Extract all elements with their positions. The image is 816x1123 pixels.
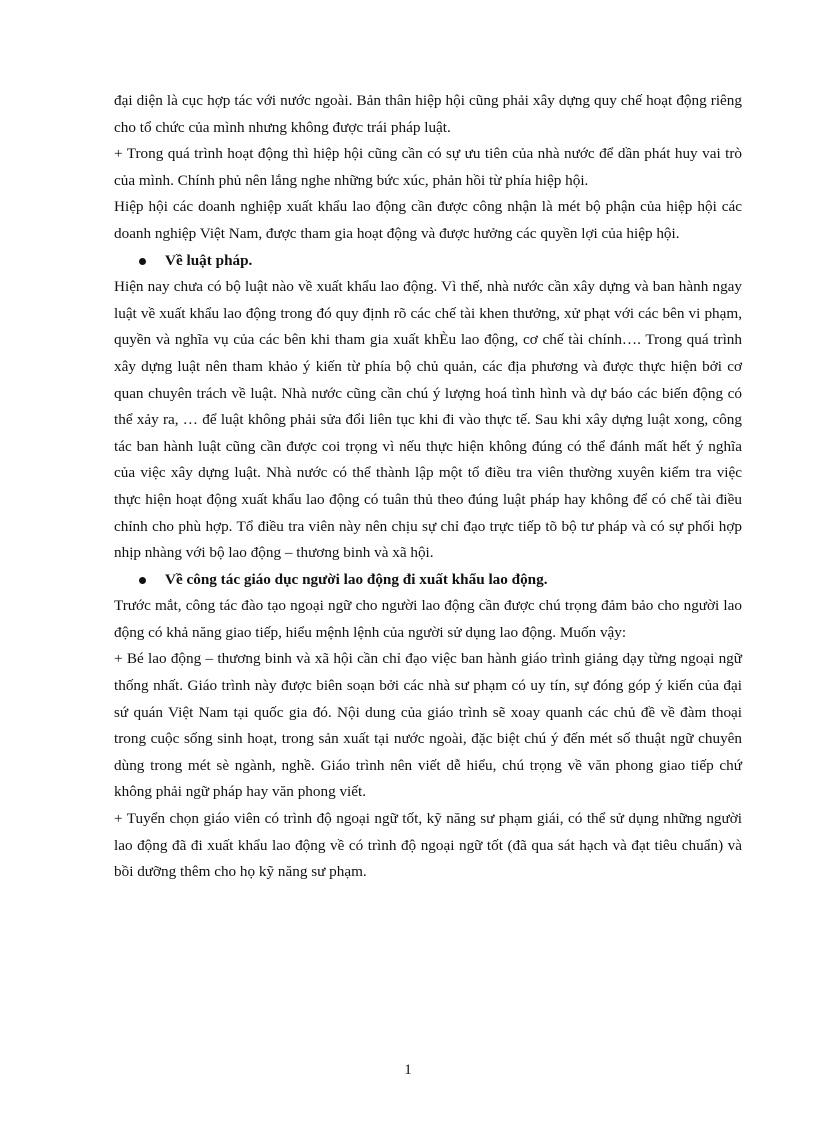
heading-education-text: Về công tác giáo dục người lao động đi xuất khẩu lao động. [165, 570, 548, 588]
bullet-icon [139, 577, 146, 584]
page-number: 1 [404, 1062, 412, 1078]
bullet-icon [139, 258, 146, 265]
paragraph-law: Hiện nay chưa có bộ luật nào về xuất khẩu lao động. Vì thế, nhà nước cần xây dựng và ban hành ngay luật về xuất khẩu lao động trong đó quy định rõ các chế tài khen thưởng, xử phạt với các bên vi phạm, quyền và nghĩa vụ của các bên khi tham gia xuất khÈu lao động, cơ chế tài chính…. Trong quá trình xây dựng luật nên tham khảo ý kiến từ phía bộ chủ quản, các địa phương và được thực hiện bởi cơ quan chuyên trách về luật. Nhà nước cũng cần chú ý lượng hoá tình hình và dự báo các biến động có thể xảy ra, … để luật không phải sửa đổi liên tục khi đi vào thực tế. Sau khi xây dựng luật xong, công tác ban hành luật cũng cần được coi trọng vì nếu thực hiện không đúng có thể đánh mất hết ý nghĩa của việc xây dựng luật. Nhà nước có thể thành lập một tổ điều tra viên thường xuyên kiểm tra việc thực hiện hoạt động xuất khẩu lao động có tuân thủ theo đúng luật pháp hay không để có chế tài điều chỉnh cho phù hợp. Tổ điều tra viên này nên chịu sự chỉ đạo trực tiếp tõ bộ tư pháp và có sự phối hợp nhịp nhàng với bộ lao động – thương binh và xã hội. [114, 278, 742, 562]
heading-education [114, 567, 742, 594]
paragraph-language-training: Trước mắt, công tác đào tạo ngoại ngữ cho người lao động cần được chú trọng đảm bảo cho người lao động có khả năng giao tiếp, hiểu mệnh lệnh của người sử dụng lao động. Muốn vậy: [114, 597, 742, 641]
heading-law [114, 248, 742, 275]
paragraph-association-rules: đại diện là cục hợp tác với nước ngoài. Bản thân hiệp hội cũng phải xây dựng quy chế hoạt động riêng cho tổ chức của mình nhưng không được trái pháp luật. [114, 92, 742, 136]
paragraph-association-recognition: Hiệp hội các doanh nghiệp xuất khẩu lao động cần được công nhận là mét bộ phận của hiệp hội các doanh nghiệp Việt Nam, được tham gia hoạt động và được hưởng các quyền lợi của hiệp hội. [114, 198, 742, 242]
document-body [114, 88, 742, 886]
paragraph-state-priority: + Trong quá trình hoạt động thì hiệp hội cũng cần có sự ưu tiên của nhà nước để dần phát huy vai trò của mình. Chính phủ nên lắng nghe những bức xúc, phản hồi từ phía hiệp hội. [114, 145, 742, 189]
heading-law-text: Về luật pháp. [165, 251, 253, 269]
paragraph-teachers: + Tuyển chọn giáo viên có trình độ ngoại ngữ tốt, kỹ năng sư phạm giái, có thể sử dụng những người lao động đã đi xuất khẩu lao động về có trình độ ngoại ngữ tốt (đã qua sát hạch và đạt tiêu chuẩn) và bồi dưỡng thêm cho họ kỹ năng sư phạm. [114, 810, 742, 881]
paragraph-curriculum: + Bé lao động – thương binh và xã hội cần chỉ đạo việc ban hành giáo trình giảng dạy từng ngoại ngữ thống nhất. Giáo trình này được biên soạn bởi các nhà sư phạm có uy tín, sự đóng góp ý kiến của đại sứ quán Việt Nam tại quốc gia đó. Nội dung của giáo trình sẽ xoay quanh các chủ đề về đàm thoại trong cuộc sống sinh hoạt, trong sản xuất tại nước ngoài, đặc biệt chú ý đến mét số thuật ngữ chuyên dùng trong mét sè ngành, nghề. Giáo trình nên viết dễ hiểu, chú trọng về văn phong giao tiếp chứ không phải ngữ pháp hay văn phong viết. [114, 650, 742, 801]
